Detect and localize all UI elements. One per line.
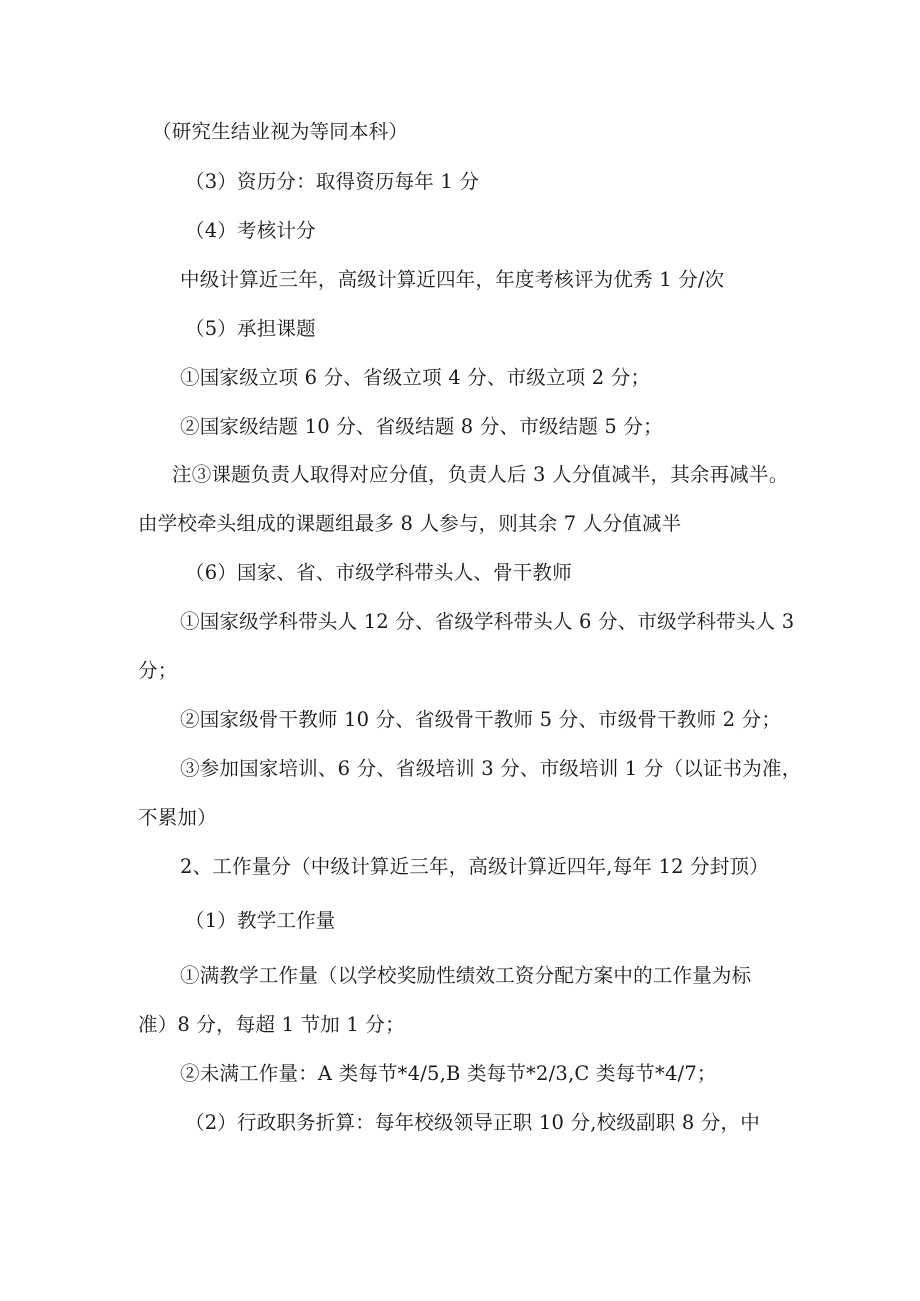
paragraph-line-project-group-note: 由学校牵头组成的课题组最多 8 人参与，则其余 7 人分值减半 <box>138 512 682 535</box>
paragraph-line-subject-leader-scores-cont: 分； <box>138 659 178 682</box>
paragraph-line-project-completion: ②国家级结题 10 分、省级结题 8 分、市级结题 5 分； <box>180 415 663 438</box>
paragraph-line-project-approval: ①国家级立项 6 分、省级立项 4 分、市级立项 2 分； <box>180 366 651 389</box>
paragraph-line-partial-workload: ②未满工作量：A 类每节*4/5,B 类每节*2/3,C 类每节*4/7； <box>180 1062 717 1085</box>
heading-subject-leaders: （6）国家、省、市级学科带头人、骨干教师 <box>185 561 572 584</box>
heading-teaching-workload: （1）教学工作量 <box>185 909 336 932</box>
heading-workload-score: 2、工作量分（中级计算近三年，高级计算近四年,每年 12 分封顶） <box>180 855 769 878</box>
paragraph-line-full-workload-cont: 准）8 分，每超 1 节加 1 分； <box>138 1013 405 1036</box>
heading-assessment-score: （4）考核计分 <box>185 219 316 242</box>
paragraph-line-graduate-note: （研究生结业视为等同本科） <box>152 120 409 143</box>
paragraph-line-training-scores: ③参加国家培训、6 分、省级培训 3 分、市级培训 1 分（以证书为准， <box>180 757 802 780</box>
paragraph-line-full-workload: ①满教学工作量（以学校奖励性绩效工资分配方案中的工作量为标 <box>180 964 752 987</box>
paragraph-line-backbone-teacher-scores: ②国家级骨干教师 10 分、省级骨干教师 5 分、市级骨干教师 2 分； <box>180 708 782 731</box>
heading-research-projects: （5）承担课题 <box>185 317 316 340</box>
paragraph-line-training-scores-cont: 不累加） <box>138 806 217 829</box>
heading-seniority-score: （3）资历分：取得资历每年 1 分 <box>185 170 480 193</box>
paragraph-line-project-leader-note: 注③课题负责人取得对应分值，负责人后 3 人分值减半，其余再减半。 <box>172 463 789 486</box>
paragraph-line-assessment-rule: 中级计算近三年，高级计算近四年，年度考核评为优秀 1 分/次 <box>180 268 725 291</box>
paragraph-line-subject-leader-scores: ①国家级学科带头人 12 分、省级学科带头人 6 分、市级学科带头人 3 <box>180 610 795 633</box>
paragraph-line-admin-duty-conversion: （2）行政职务折算：每年校级领导正职 10 分,校级副职 8 分，中 <box>185 1111 760 1134</box>
